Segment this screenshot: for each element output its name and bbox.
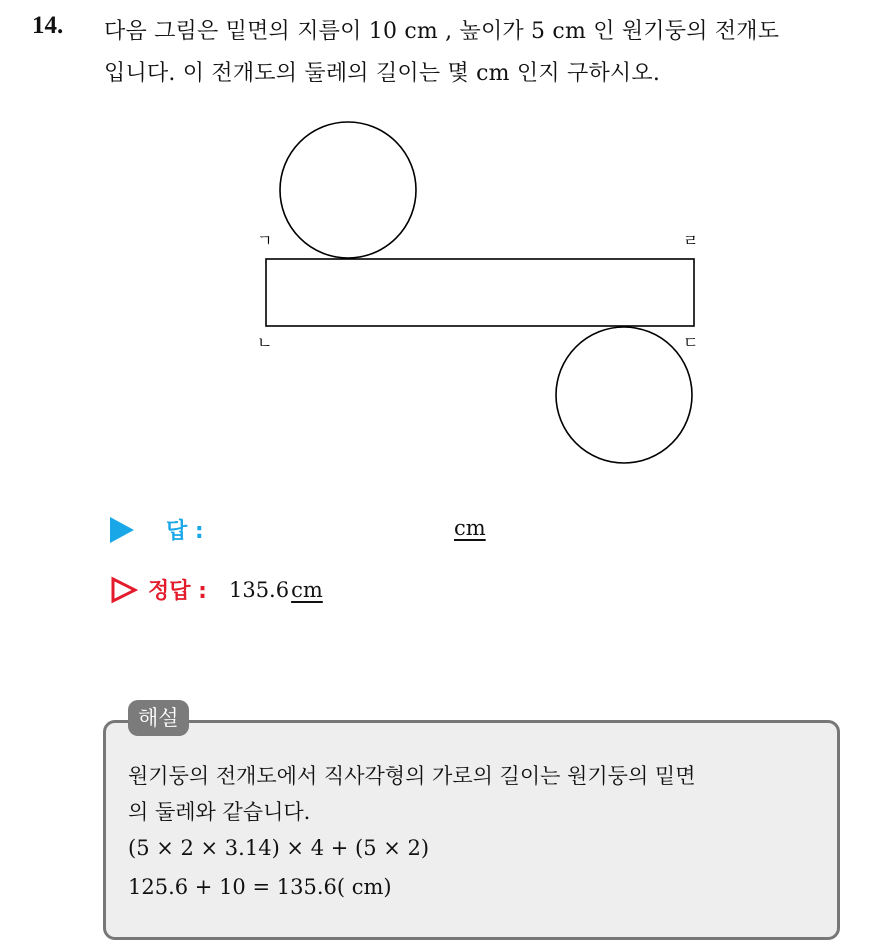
vertex-label-bottom-right: ㄷ xyxy=(683,333,699,352)
explanation-formula: (5 × 2 × 3.14) × 4 + (5 × 2) xyxy=(128,836,430,860)
question-text-line-2: 입니다. 이 전개도의 둘레의 길이는 몇 cm 인지 구하시오. xyxy=(104,61,661,86)
question-number: 14. xyxy=(32,12,64,39)
vertex-label-top-right: ㄹ xyxy=(683,231,699,250)
correct-answer-row xyxy=(110,574,323,605)
play-triangle-icon xyxy=(110,517,134,543)
question-text-line-1: 다음 그림은 밑면의 지름이 10 cm , 높이가 5 cm 인 원기둥의 전개도 xyxy=(104,19,780,44)
explanation-box xyxy=(103,720,840,940)
vertex-label-bottom-left: ㄴ xyxy=(257,333,273,352)
vertex-label-top-left: ㄱ xyxy=(257,231,273,250)
correct-answer-value: 135.6 xyxy=(228,577,290,602)
correct-answer-label: 정답 : xyxy=(148,579,207,604)
explanation-result: 125.6 + 10 = 135.6( cm) xyxy=(128,875,392,899)
correct-answer-unit: cm xyxy=(291,577,323,602)
outline-triangle-icon xyxy=(110,576,138,604)
answer-label: 답 : xyxy=(166,519,204,544)
explanation-line-2: 의 둘레와 같습니다. xyxy=(128,800,311,824)
answer-row xyxy=(110,514,204,545)
cylinder-net-figure xyxy=(240,108,720,478)
bottom-base-circle xyxy=(556,327,692,463)
explanation-line-1: 원기둥의 전개도에서 직사각형의 가로의 길이는 원기둥의 밑면 xyxy=(128,764,696,788)
top-base-circle xyxy=(280,122,416,258)
explanation-tab: 해설 xyxy=(128,700,189,736)
side-rectangle xyxy=(266,259,694,326)
answer-blank-unit[interactable]: cm xyxy=(454,516,486,540)
